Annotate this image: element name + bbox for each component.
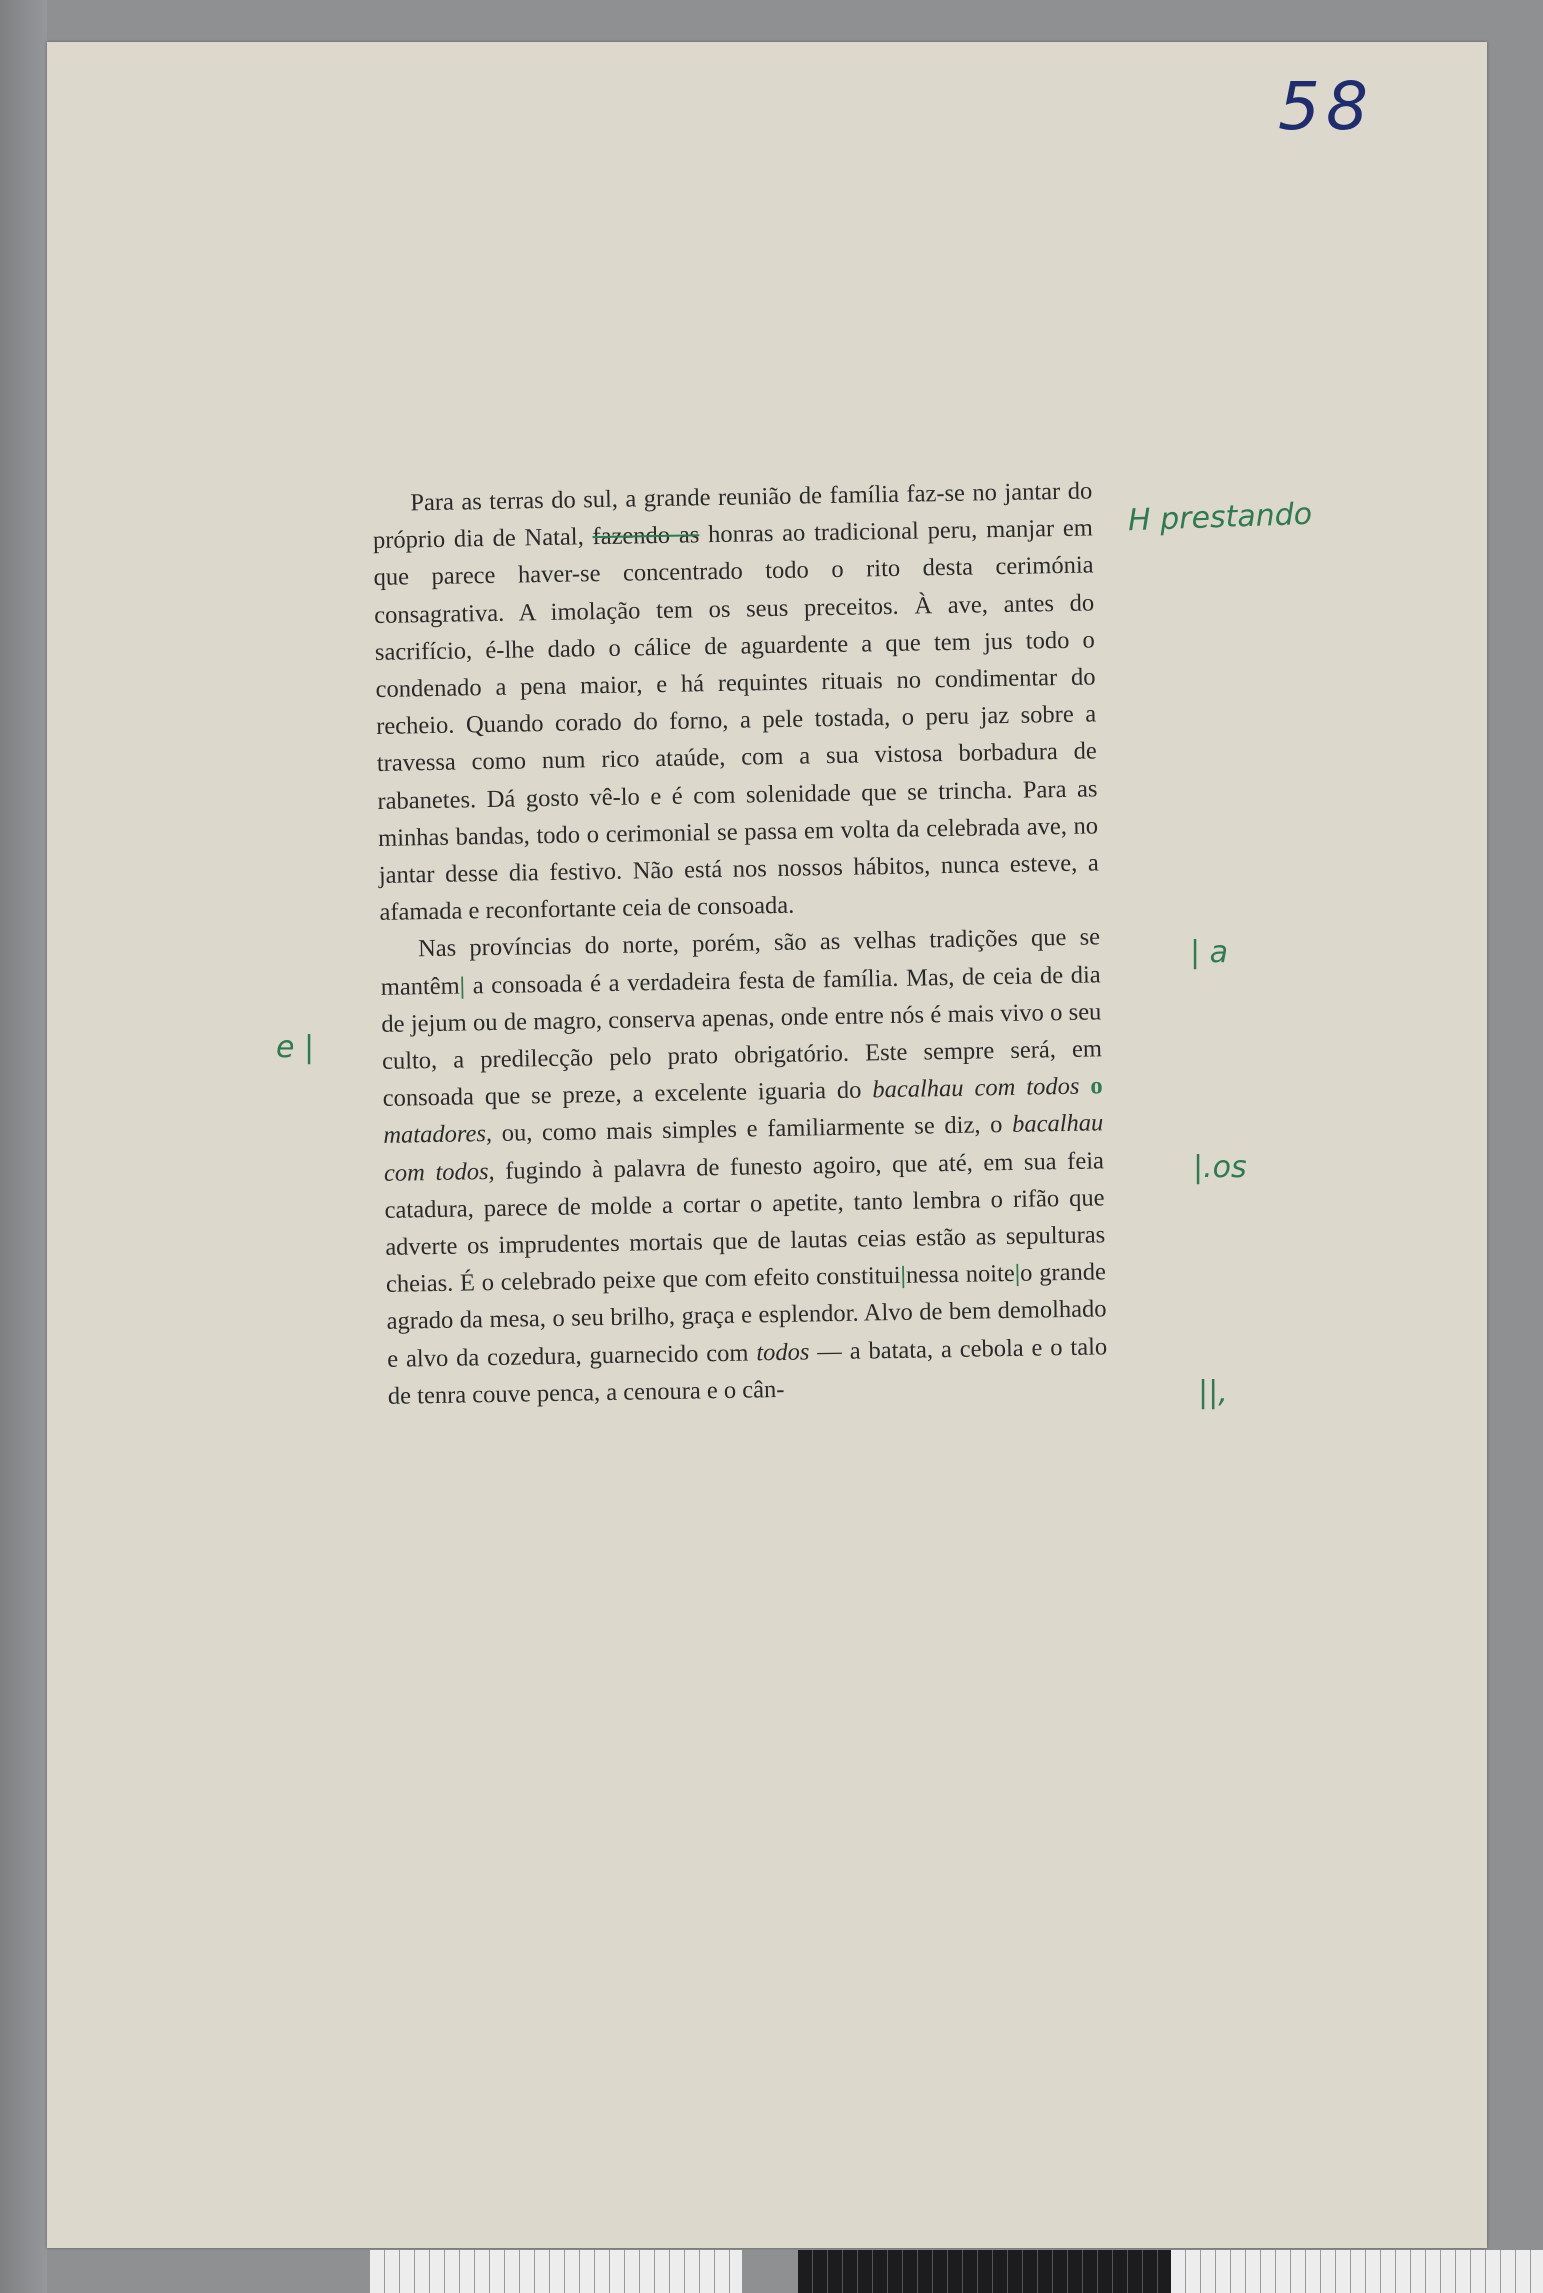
text-run: honras ao tradicional peru, manjar em que parece haver-se concentrado todo o rito desta cerimónia consagrativa. A imolação tem os seus preceitos. À ave, antes do sacrifício, é-lhe dado o cálice de aguardente a que tem jus todo o condenado a pena maior, e há requintes rituais no condimentar do recheio. Quando corado do forno, a pele tostada, o peru jaz sobre a travessa como num rico ataúde, com a sua vistosa borbadura de rabanetes. Dá gosto vê-lo e é com solenidade que se trincha. Para as minhas bandas, todo o cerimonial se passa em volta da celebrada ave, no jantar desse dia festivo. Não está nos nossos hábitos, nunca esteve, a afamada e reconfortante ceia de consoada.	[373, 514, 1099, 927]
ruler-gap	[742, 2250, 798, 2293]
handwritten-page-number: 58	[1278, 68, 1374, 145]
text-run: Para as terras do sul, a grande reunião de família faz-se no jantar do próprio dia de Natal,	[372, 477, 1093, 555]
text-run: fugindo à palavra de funesto agoiro, que até, em sua feia catadura, parece de molde a cortar o apetite, tanto lembra o rifão que adverte os imprudentes mortais que de lautas ceias estão as sepulturas cheias. É o celebrado peixe que com efeito constitui	[384, 1146, 1106, 1299]
color-scale-ruler	[370, 2250, 1543, 2293]
text-run: a consoada é a verdadeira festa de família. Mas, de ceia de dia de jejum ou de magro, conserva apenas, onde entre nós é mais vivo o seu culto, a predilecção pelo prato obrigatório. Este sempre será, em consoada que se preze, a excelente iguaria do	[381, 961, 1103, 1113]
text-run: — a batata, a cebola e o talo de tenra couve penca, a cenoura e o cân-	[387, 1332, 1108, 1410]
margin-note-prestando: H prestando	[1127, 496, 1313, 539]
text-run: nessa noite	[905, 1260, 1016, 1290]
text-run: ou, como mais simples e familiarmente se diz, o	[491, 1111, 1013, 1148]
text-run: o	[1090, 1072, 1103, 1100]
margin-note-e: e |	[276, 1030, 315, 1065]
margin-note-comma: ||,	[1198, 1375, 1228, 1410]
text-run: fazendo as	[592, 521, 700, 551]
text-run	[1079, 1073, 1090, 1100]
paragraph-2	[380, 919, 1108, 1415]
ruler-segment	[370, 2250, 742, 2293]
scan-background	[0, 0, 47, 2293]
ruler-segment	[798, 2250, 1170, 2293]
text-run: o grande agrado da mesa, o seu brilho, graça e esplendor. Alvo de bem demolhado e alvo da cozedura, guarnecido com	[386, 1258, 1107, 1373]
text-run: bacalhau com todos,	[383, 1109, 1104, 1187]
text-run: |	[900, 1262, 907, 1290]
text-run: todos	[756, 1338, 810, 1367]
paragraph-1	[372, 472, 1100, 931]
text-run: Nas províncias do norte, porém, são as velhas tradições que se mantêm	[380, 923, 1101, 1001]
text-run: |	[459, 972, 466, 1000]
text-run: matadores,	[383, 1120, 493, 1150]
text-run: |	[1014, 1260, 1021, 1288]
margin-note-a: | a	[1190, 935, 1229, 970]
ruler-segment	[1171, 2250, 1543, 2293]
margin-note-os: |.os	[1193, 1150, 1247, 1185]
body-text	[372, 472, 1108, 1415]
text-run: bacalhau com todos	[872, 1072, 1080, 1104]
